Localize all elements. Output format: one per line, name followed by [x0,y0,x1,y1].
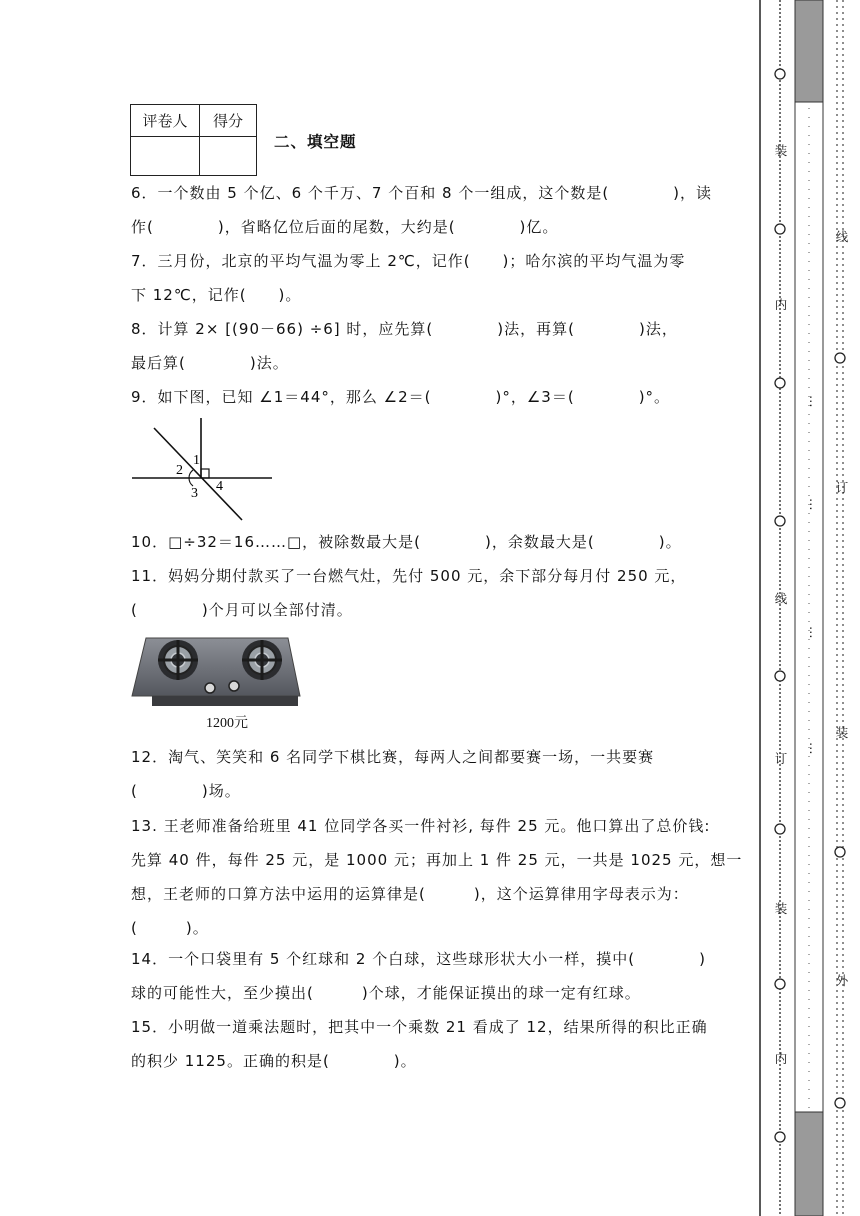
question-7 [131,244,731,312]
question-line: 想，王老师的口算方法中运用的运算律是( )，这个运算律用字母表示为： [131,885,689,903]
question-line: 下 12℃，记作( )。 [131,286,302,304]
score-cell[interactable] [200,137,257,176]
question-line: 13. 王老师准备给班里 41 位同学各买一件衬衫, 每件 25 元。他口算出了总价钱: [131,817,711,835]
binding-label-outer-1: 线 [834,230,849,243]
question-line: 10．□÷32＝16……□，被除数最大是( )，余数最大是( )。 [131,533,682,551]
question-10 [131,525,731,559]
question-line: 7．三月份，北京的平均气温为零上 2℃，记作( )；哈尔滨的平均气温为零 [131,252,686,270]
question-line: ( )个月可以全部付清。 [131,601,353,619]
binding-margin [757,0,860,1216]
question-line: 6．一个数由 5 个亿、6 个千万、7 个百和 8 个一组成，这个数是( )，读 [131,184,713,202]
binding-dash-4: … [807,742,822,755]
binding-dash-2: … [807,498,822,511]
question-line: 球的可能性大，至少摸出( )个球，才能保证摸出的球一定有红球。 [131,984,641,1002]
right-burner [242,640,282,680]
binding-label-inner-5: 装 [773,902,788,915]
binding-label-outer-4: 外 [834,974,849,987]
left-knob [205,683,215,693]
angle-label-4: 4 [216,479,223,494]
angle-label-2: 2 [176,463,183,478]
question-line: 的积少 1125。正确的积是( )。 [131,1052,417,1070]
binding-dash-1: … [807,395,822,408]
binding-label-inner-6: 内 [773,1052,788,1065]
binding-label-inner-2: 内 [773,298,788,311]
question-line: ( )场。 [131,782,241,800]
question-line: 最后算( )法。 [131,354,289,372]
binding-dash-3: … [807,626,822,639]
question-line: 11．妈妈分期付款买了一台燃气灶，先付 500 元，余下部分每月付 250 元， [131,567,687,585]
question-12 [131,740,731,808]
question-line: 15．小明做一道乘法题时，把其中一个乘数 21 看成了 12，结果所得的积比正确 [131,1018,708,1036]
section-title: 二、填空题 [274,133,357,151]
binding-label-inner-4: 订 [773,752,788,765]
binding-label-outer-2: 订 [834,481,849,494]
grader-cell[interactable] [131,137,200,176]
question-line: 作( )，省略亿位后面的尾数，大约是( )亿。 [131,218,559,236]
question-line: ( )。 [131,919,209,937]
question-14 [131,942,731,1010]
question-15 [131,1010,731,1078]
stove-price: 1200元 [206,716,248,731]
question-line: 9．如下图，已知 ∠1＝44°，那么 ∠2＝( )°，∠3＝( )°。 [131,388,671,406]
right-knob [229,681,239,691]
question-8 [131,312,731,380]
binding-label-inner-3: 线 [773,592,788,605]
question-line: 12．淘气、笑笑和 6 名同学下棋比赛，每两人之间都要赛一场，一共要赛 [131,748,655,766]
question-line: 14．一个口袋里有 5 个红球和 2 个白球，这些球形状大小一样，摸中( ) [131,950,706,968]
question-9 [131,380,731,414]
slanted-line [154,428,242,520]
score-header: 得分 [200,105,257,137]
angle-label-1: 1 [193,453,200,468]
angle-figure [130,412,280,522]
grader-header: 评卷人 [131,105,200,137]
angle-label-3: 3 [191,486,198,501]
right-angle-mark [201,469,209,478]
binding-label-inner-1: 装 [773,144,788,157]
left-burner [158,640,198,680]
score-table [130,104,257,176]
question-13 [131,809,743,945]
binding-label-outer-3: 装 [834,726,849,739]
question-11 [131,559,731,627]
question-6 [131,176,731,244]
question-line: 先算 40 件，每件 25 元，是 1000 元；再加上 1 件 25 元，一共是 1025 元，想一 [131,851,743,869]
question-line: 8．计算 2× [(90－66) ÷6] 时，应先算( )法，再算( )法， [131,320,678,338]
gas-stove-image [130,634,302,712]
